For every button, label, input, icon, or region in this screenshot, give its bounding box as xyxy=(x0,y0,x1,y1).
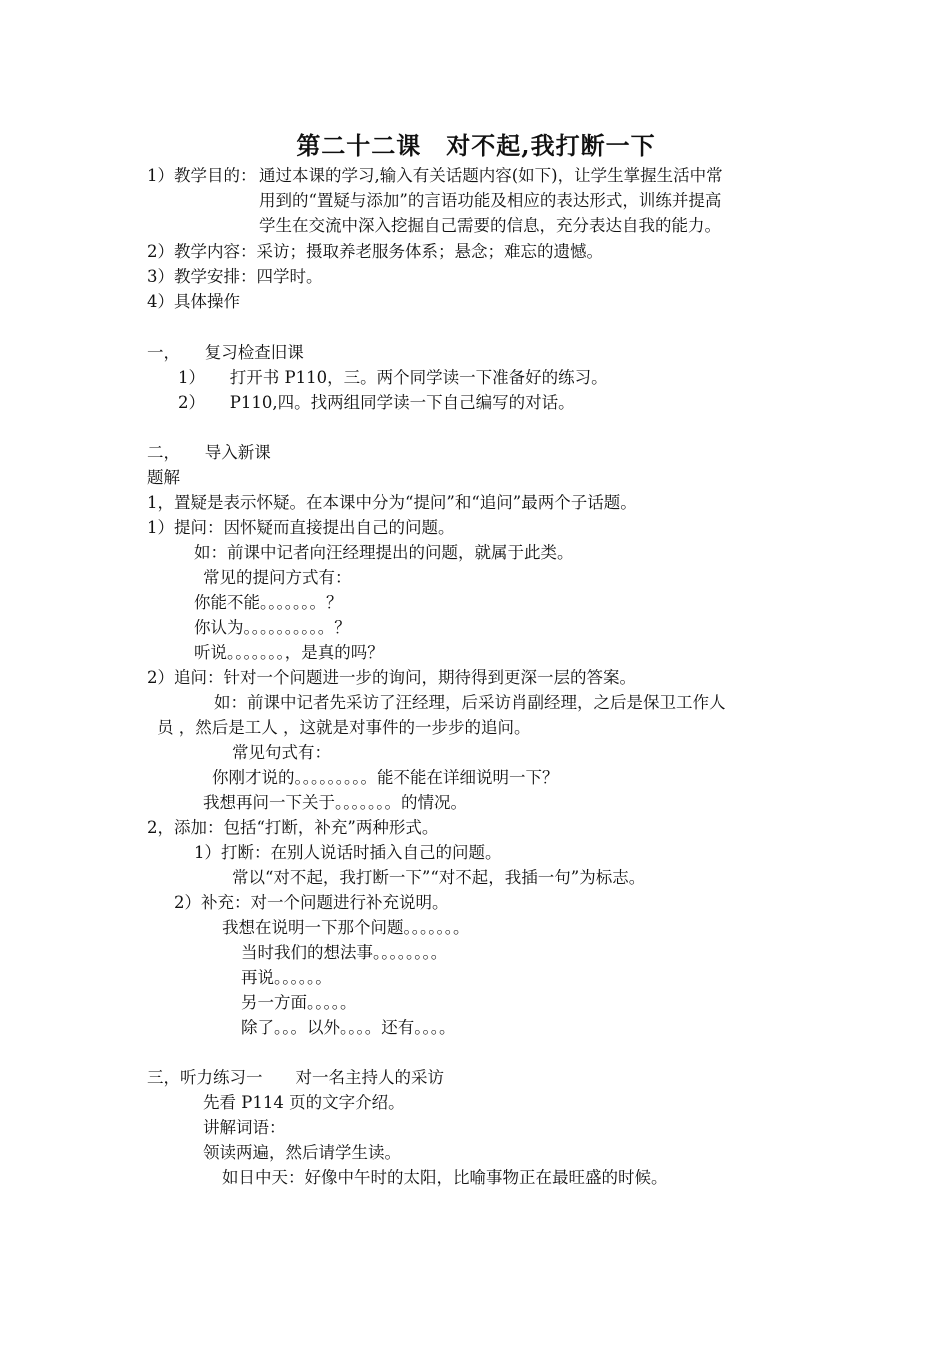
example-line: 除了。。。以外。。。。还有。。。。 xyxy=(241,1018,456,1037)
content-line: 2）教学内容：采访；摄取养老服务体系；悬念；难忘的遗憾。 xyxy=(147,242,603,261)
subheading: 题解 xyxy=(147,468,180,487)
paragraph-line: 常见句式有： xyxy=(232,743,331,762)
goal-line: 通过本课的学习,输入有关话题内容(如下)，让学生掌握生活中常 xyxy=(259,166,723,185)
example-line: 当时我们的想法事。。。。。。。。 xyxy=(241,943,448,962)
paragraph-line: 2，添加：包括“打断，补充”两种形式。 xyxy=(147,818,439,837)
paragraph-line: 常以“对不起，我打断一下”“对不起，我插一句”为标志。 xyxy=(232,868,646,887)
example-line: 你能不能。。。。。。。？ xyxy=(194,593,343,612)
paragraph-line: 1）打断：在别人说话时插入自己的问题。 xyxy=(194,843,502,862)
example-line: 你刚才说的。。。。。。。。。能不能在详细说明一下？ xyxy=(212,768,559,787)
section-heading: 二， 导入新课 xyxy=(147,443,271,462)
paragraph-line: 2）补充：对一个问题进行补充说明。 xyxy=(174,893,449,912)
section-heading: 一， 复习检查旧课 xyxy=(147,343,304,362)
example-line: 你认为。。。。。。。。。。？ xyxy=(194,618,351,637)
operation-line: 4）具体操作 xyxy=(147,292,240,311)
paragraph-line: 1）提问：因怀疑而直接提出自己的问题。 xyxy=(147,518,455,537)
section-heading: 三，听力练习一 对一名主持人的采访 xyxy=(147,1068,444,1087)
paragraph-line: 先看 P114 页的文字介绍。 xyxy=(203,1093,405,1112)
example-line: 再说。。。。。。 xyxy=(241,968,332,987)
paragraph-line: 领读两遍，然后请学生读。 xyxy=(203,1143,401,1162)
paragraph-line: 2）追问：针对一个问题进一步的询问，期待得到更深一层的答案。 xyxy=(147,668,636,687)
example-line: 另一方面。。。。。 xyxy=(241,993,357,1012)
schedule-line: 3）教学安排：四学时。 xyxy=(147,267,323,286)
list-item: 1） 打开书 P110，三。两个同学读一下准备好的练习。 xyxy=(178,368,608,387)
list-item: 2） P110,四。找两组同学读一下自己编写的对话。 xyxy=(178,393,575,412)
example-line: 我想在说明一下那个问题。。。。。。。 xyxy=(222,918,470,937)
paragraph-line: 讲解词语： xyxy=(203,1118,286,1137)
paragraph-line: 常见的提问方式有： xyxy=(203,568,352,587)
example-line: 我想再问一下关于。。。。。。。的情况。 xyxy=(203,793,467,812)
goal-line: 学生在交流中深入挖掘自己需要的信息，充分表达自我的能力。 xyxy=(259,216,721,235)
goal-label: 1）教学目的： xyxy=(147,166,257,185)
paragraph-line: 员 ，然后是工人 ，这就是对事件的一步步的追问。 xyxy=(157,718,531,737)
goal-line: 用到的“置疑与添加”的言语功能及相应的表达形式，训练并提高 xyxy=(259,191,722,210)
example-line: 听说。。。。。。。，是真的吗？ xyxy=(194,643,384,662)
paragraph-line: 如：前课中记者向汪经理提出的问题，就属于此类。 xyxy=(194,543,574,562)
paragraph-line: 如日中天：好像中午时的太阳，比喻事物正在最旺盛的时候。 xyxy=(222,1168,668,1187)
paragraph-line: 1，置疑是表示怀疑。在本课中分为“提问”和“追问”最两个子话题。 xyxy=(147,493,637,512)
paragraph-line: 如：前课中记者先采访了汪经理，后采访肖副经理，之后是保卫工作人 xyxy=(214,693,726,712)
lesson-title: 第二十二课 对不起,我打断一下 xyxy=(296,131,656,160)
